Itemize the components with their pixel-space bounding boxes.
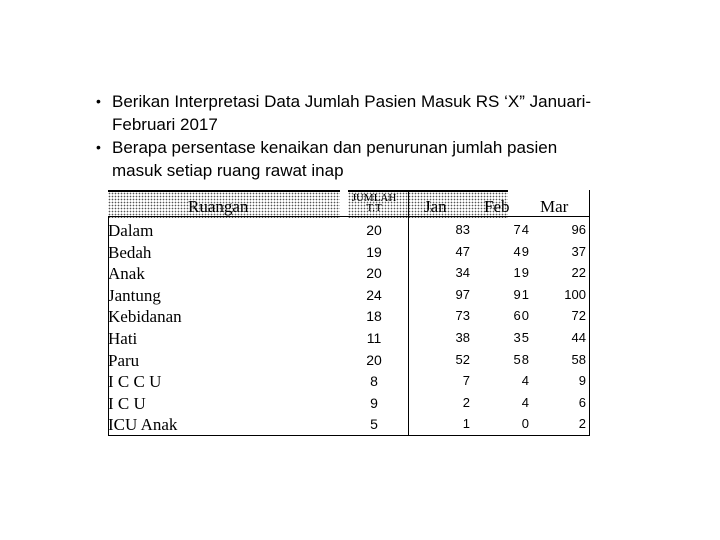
cell-mar: 9 bbox=[578, 373, 586, 389]
cell-jumlah-tt: 18 bbox=[366, 308, 382, 325]
table-row bbox=[108, 371, 590, 393]
cell-jumlah-tt: 11 bbox=[366, 329, 382, 346]
question-2-line-1: Berapa persentase kenaikan dan penurunan jumlah pasien bbox=[112, 138, 558, 157]
cell-mar: 44 bbox=[571, 329, 586, 345]
cell-jan: 73 bbox=[455, 308, 470, 324]
cell-feb: 60 bbox=[513, 308, 530, 324]
cell-ruangan: ICU Anak bbox=[108, 415, 178, 435]
header-jan: Jan bbox=[424, 197, 447, 216]
cell-feb: 35 bbox=[513, 329, 530, 345]
cell-feb: 58 bbox=[513, 351, 530, 367]
table-row bbox=[108, 350, 590, 372]
cell-jan: 97 bbox=[455, 286, 470, 302]
cell-jan: 83 bbox=[455, 222, 470, 237]
cell-jumlah-tt: 9 bbox=[370, 394, 378, 411]
cell-ruangan: Dalam bbox=[108, 221, 154, 240]
cell-ruangan: Jantung bbox=[108, 285, 161, 305]
cell-jan: 2 bbox=[462, 394, 470, 410]
header-jumlah-tt bbox=[348, 193, 400, 213]
bullet-icon: • bbox=[96, 93, 101, 109]
header-divider bbox=[108, 216, 590, 217]
table-row bbox=[108, 414, 590, 436]
cell-mar: 2 bbox=[578, 416, 586, 432]
table-row bbox=[108, 328, 590, 350]
cell-mar: 58 bbox=[571, 351, 586, 367]
cell-mar: 100 bbox=[564, 286, 586, 302]
cell-mar: 37 bbox=[571, 243, 586, 259]
cell-jan: 47 bbox=[455, 243, 470, 259]
cell-feb: 49 bbox=[513, 243, 530, 259]
cell-ruangan: I C U bbox=[108, 393, 146, 413]
header-feb: Feb bbox=[484, 197, 510, 216]
cell-ruangan: Anak bbox=[108, 264, 145, 284]
table-row bbox=[108, 263, 590, 285]
cell-feb: 19 bbox=[513, 265, 530, 281]
table-row bbox=[108, 306, 590, 328]
cell-jumlah-tt: 8 bbox=[370, 373, 378, 390]
cell-jan: 52 bbox=[455, 351, 470, 367]
table-row bbox=[108, 242, 590, 264]
header-mar: Mar bbox=[540, 197, 569, 216]
cell-feb: 4 bbox=[521, 373, 530, 389]
cell-jan: 7 bbox=[462, 373, 470, 389]
cell-mar: 6 bbox=[578, 394, 586, 410]
cell-feb: 0 bbox=[521, 416, 530, 432]
table-body bbox=[108, 220, 590, 436]
cell-jumlah-tt: 5 bbox=[370, 416, 378, 433]
cell-mar: 96 bbox=[571, 222, 586, 237]
question-2-line-2: masuk setiap ruang rawat inap bbox=[112, 161, 344, 180]
cell-feb: 4 bbox=[521, 394, 530, 410]
question-item-2 bbox=[96, 136, 656, 182]
bullet-icon: • bbox=[96, 139, 101, 155]
cell-jan: 1 bbox=[462, 416, 470, 432]
patient-table bbox=[108, 190, 590, 436]
table-row bbox=[108, 393, 590, 415]
cell-jumlah-tt: 20 bbox=[366, 351, 382, 368]
question-item-1 bbox=[96, 90, 656, 136]
header-jumlah-line-1: JUMLAH bbox=[351, 192, 397, 204]
header-jumlah-line-2: T.T bbox=[366, 202, 382, 214]
cell-jan: 38 bbox=[455, 329, 470, 345]
question-1-line-2: Februari 2017 bbox=[112, 115, 218, 134]
cell-mar: 72 bbox=[571, 308, 586, 324]
cell-ruangan: I C C U bbox=[108, 372, 162, 392]
cell-feb: 74 bbox=[513, 222, 530, 237]
cell-ruangan: Hati bbox=[108, 328, 138, 348]
question-list bbox=[96, 90, 656, 182]
cell-jan: 34 bbox=[455, 265, 470, 281]
cell-mar: 22 bbox=[571, 265, 586, 281]
cell-ruangan: Paru bbox=[108, 350, 140, 370]
table-row bbox=[108, 285, 590, 307]
cell-jumlah-tt: 20 bbox=[366, 265, 382, 282]
table-header bbox=[108, 190, 590, 220]
table-row bbox=[108, 220, 590, 242]
cell-jumlah-tt: 20 bbox=[366, 222, 382, 238]
cell-ruangan: Kebidanan bbox=[108, 307, 182, 327]
question-1-line-1: Berikan Interpretasi Data Jumlah Pasien Masuk RS ‘X” Januari- bbox=[112, 92, 592, 111]
header-ruangan: Ruangan bbox=[188, 197, 249, 216]
cell-jumlah-tt: 24 bbox=[366, 286, 382, 303]
cell-ruangan: Bedah bbox=[108, 242, 152, 262]
cell-feb: 91 bbox=[513, 286, 530, 302]
cell-jumlah-tt: 19 bbox=[366, 243, 382, 260]
